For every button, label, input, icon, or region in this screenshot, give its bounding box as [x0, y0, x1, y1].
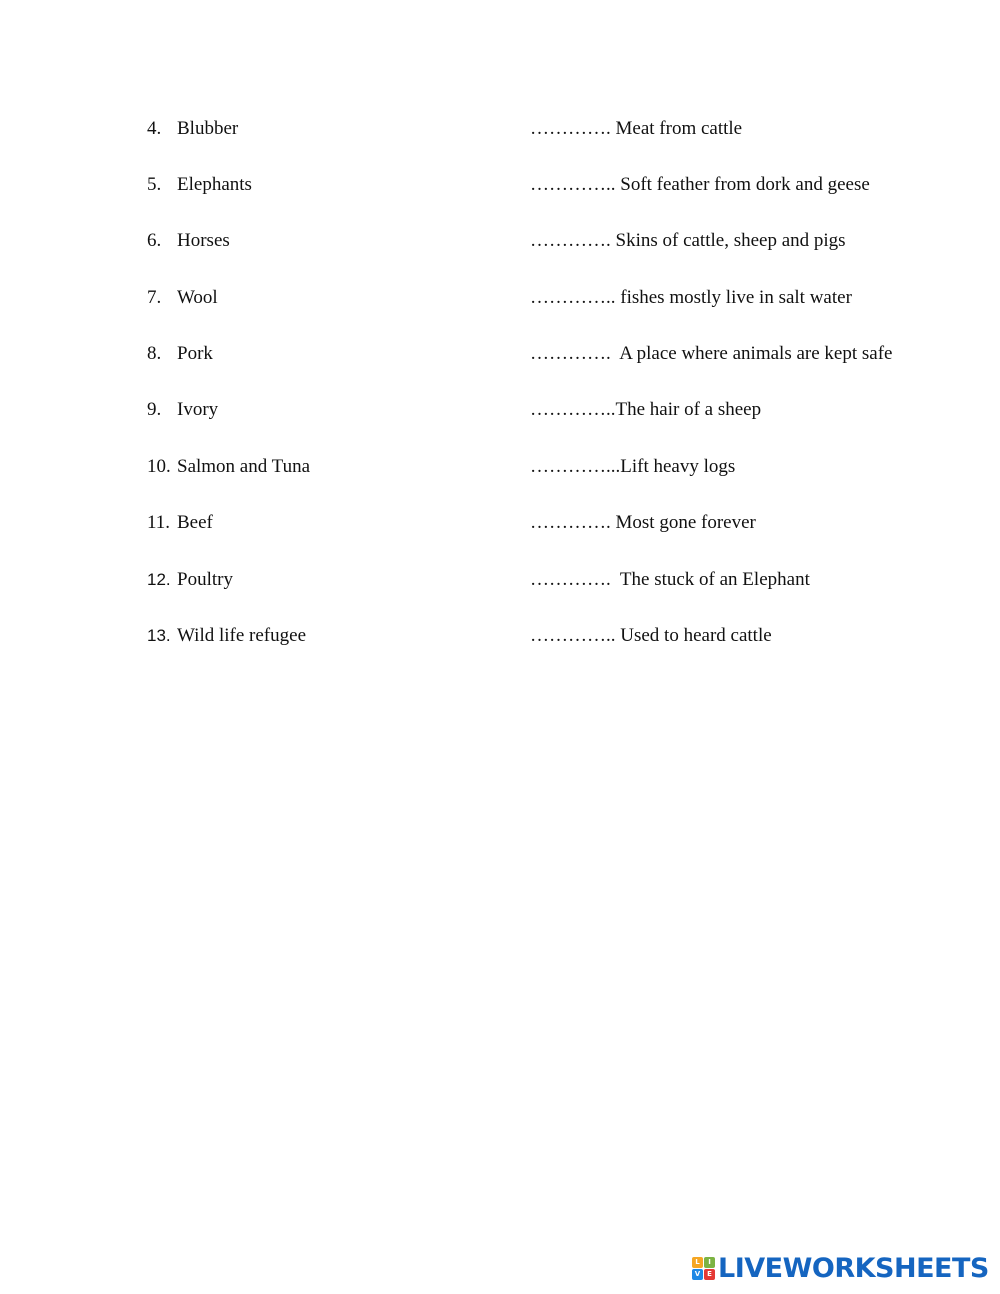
matching-row-6 [0, 226, 1000, 256]
item-definition: ………….. fishes mostly live in salt water [530, 287, 852, 308]
item-term: Pork [177, 343, 213, 364]
liveworksheets-logo [692, 1252, 989, 1286]
item-term: Beef [177, 512, 213, 533]
item-definition: ………….. Used to heard cattle [530, 625, 772, 646]
logo-tile-l: L [692, 1257, 703, 1268]
item-definition: …………..The hair of a sheep [530, 399, 762, 420]
item-definition: …………. Most gone forever [530, 512, 756, 533]
liveworksheets-wordmark: LIVEWORKSHEETS [718, 1253, 989, 1284]
item-term: Blubber [177, 118, 239, 139]
item-number: 9. [147, 399, 162, 420]
matching-row-8 [0, 339, 1000, 369]
matching-row-13 [0, 621, 1000, 651]
item-definition: …………...Lift heavy logs [530, 456, 736, 477]
item-term: Poultry [177, 569, 233, 590]
item-number: 11. [147, 512, 171, 533]
item-number: 12. [147, 570, 171, 589]
item-term: Salmon and Tuna [177, 456, 311, 477]
item-number: 6. [147, 230, 162, 251]
item-number: 7. [147, 287, 162, 308]
item-definition: …………. Meat from cattle [530, 118, 743, 139]
logo-tile-v: V [692, 1269, 703, 1280]
item-definition: …………. A place where animals are kept safe [530, 343, 893, 364]
item-term: Elephants [177, 174, 252, 195]
item-number: 4. [147, 118, 162, 139]
item-number: 8. [147, 343, 162, 364]
logo-tile-e: E [704, 1269, 715, 1280]
item-term: Wool [177, 287, 218, 308]
item-definition: …………. The stuck of an Elephant [530, 569, 810, 590]
item-number: 10. [147, 456, 171, 477]
matching-row-12 [0, 565, 1000, 595]
item-definition: ………….. Soft feather from dork and geese [530, 174, 870, 195]
liveworksheets-logo-icon [692, 1257, 716, 1281]
matching-row-11 [0, 508, 1000, 538]
item-definition: …………. Skins of cattle, sheep and pigs [530, 230, 846, 251]
item-number: 13. [147, 626, 171, 645]
matching-row-10 [0, 452, 1000, 482]
matching-row-5 [0, 170, 1000, 200]
matching-row-9 [0, 395, 1000, 425]
item-term: Ivory [177, 399, 219, 420]
matching-row-4 [0, 114, 1000, 144]
item-term: Wild life refugee [177, 625, 307, 646]
logo-tile-i: I [704, 1257, 715, 1268]
item-number: 5. [147, 174, 162, 195]
matching-row-7 [0, 283, 1000, 313]
item-term: Horses [177, 230, 230, 251]
